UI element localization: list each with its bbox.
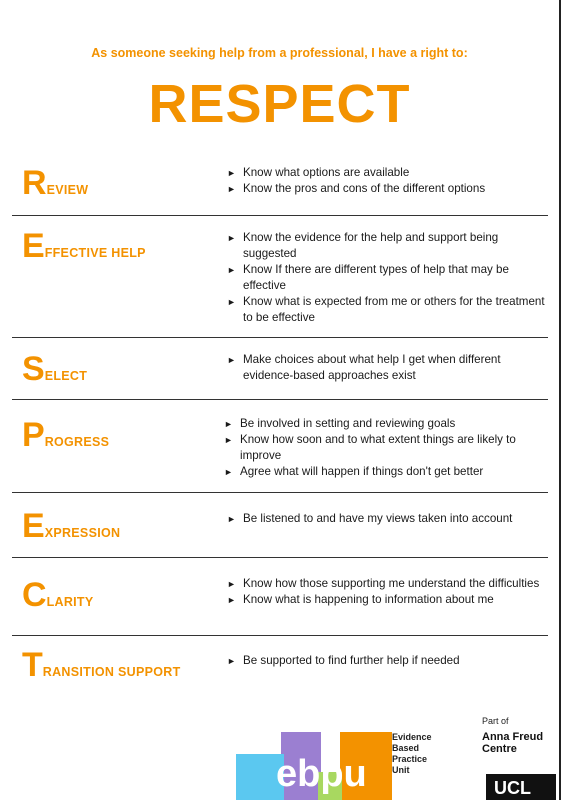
triangle-bullet-icon: ► <box>227 579 236 589</box>
triangle-bullet-icon: ► <box>224 467 233 477</box>
bullet-item: ► Be listened to and have my views taken into account <box>227 512 513 525</box>
term-rest: RANSITION SUPPORT <box>42 665 181 679</box>
row-select <box>12 338 548 400</box>
intro-subtitle: As someone seeking help from a professional, I have a right to: <box>91 46 468 60</box>
row-transition-support <box>12 636 548 696</box>
poster-title: RESPECT <box>148 74 411 134</box>
bullet-item: ► Know what is happening to information about me <box>227 593 494 606</box>
bullet-item: ► Agree what will happen if things don't get better <box>224 465 484 478</box>
term-rest: XPRESSION <box>44 526 121 540</box>
bullet-list <box>225 352 550 384</box>
triangle-bullet-icon: ► <box>227 233 236 243</box>
term-initial: R <box>22 164 47 202</box>
bullet-item: ► Know what is expected from me or others for the treatment to be effective <box>227 295 545 324</box>
bullet-item: ► Be supported to find further help if needed <box>227 654 460 667</box>
triangle-bullet-icon: ► <box>227 656 236 666</box>
row-expression <box>12 493 548 558</box>
term-initial: E <box>22 507 45 545</box>
term-effective-help <box>22 229 146 263</box>
bullet-item: ► Know how soon and to what extent things are likely to improve <box>224 433 516 462</box>
bullet-list <box>225 165 550 197</box>
triangle-bullet-icon: ► <box>227 355 236 365</box>
term-rest: EVIEW <box>46 183 89 197</box>
bullet-item: ► Know what options are available <box>227 166 410 179</box>
term-initial: E <box>22 227 45 265</box>
term-rest: LARITY <box>46 595 94 609</box>
bullet-item: ► Make choices about what help I get when different evidence-based approaches exist <box>227 353 501 382</box>
row-progress <box>12 400 548 493</box>
bullet-list <box>225 653 550 669</box>
bullet-list <box>225 230 550 326</box>
triangle-bullet-icon: ► <box>227 184 236 194</box>
ebpu-logo <box>236 732 396 800</box>
term-initial: S <box>22 350 45 388</box>
ebpu-name: Evidence Based Practice Unit <box>392 732 432 775</box>
triangle-bullet-icon: ► <box>224 419 233 429</box>
part-of-label: Part of <box>482 716 509 726</box>
bullet-item: ► Know how those supporting me understand the difficulties <box>227 577 540 590</box>
bullet-list <box>222 416 552 480</box>
term-rest: FFECTIVE HELP <box>44 246 146 260</box>
term-rest: ROGRESS <box>44 435 110 449</box>
term-progress <box>22 418 109 452</box>
triangle-bullet-icon: ► <box>227 297 236 307</box>
anna-freud-centre-logo: Anna Freud Centre <box>482 731 544 755</box>
triangle-bullet-icon: ► <box>227 265 236 275</box>
triangle-bullet-icon: ► <box>224 435 233 445</box>
term-transition-support <box>22 648 181 682</box>
term-review <box>22 166 88 200</box>
ucl-logo: UCL <box>486 774 556 800</box>
triangle-bullet-icon: ► <box>227 514 236 524</box>
term-expression <box>22 509 120 543</box>
triangle-bullet-icon: ► <box>227 595 236 605</box>
row-clarity <box>12 558 548 636</box>
triangle-bullet-icon: ► <box>227 168 236 178</box>
term-clarity <box>22 578 94 612</box>
term-initial: C <box>22 576 47 614</box>
bullet-item: ► Be involved in setting and reviewing goals <box>224 417 456 430</box>
bullet-list <box>225 511 550 527</box>
row-review <box>12 160 548 216</box>
term-rest: ELECT <box>44 369 88 383</box>
bullet-item: ► Know If there are different types of help that may be effective <box>227 263 509 292</box>
bullet-item: ► Know the evidence for the help and support being suggested <box>227 231 499 260</box>
bullet-item: ► Know the pros and cons of the different options <box>227 182 486 195</box>
row-effective-help <box>12 216 548 338</box>
ebpu-wordmark: ebpu <box>276 753 367 795</box>
bullet-list <box>225 576 550 608</box>
term-select <box>22 352 87 386</box>
term-initial: T <box>22 646 43 684</box>
term-initial: P <box>22 416 45 454</box>
